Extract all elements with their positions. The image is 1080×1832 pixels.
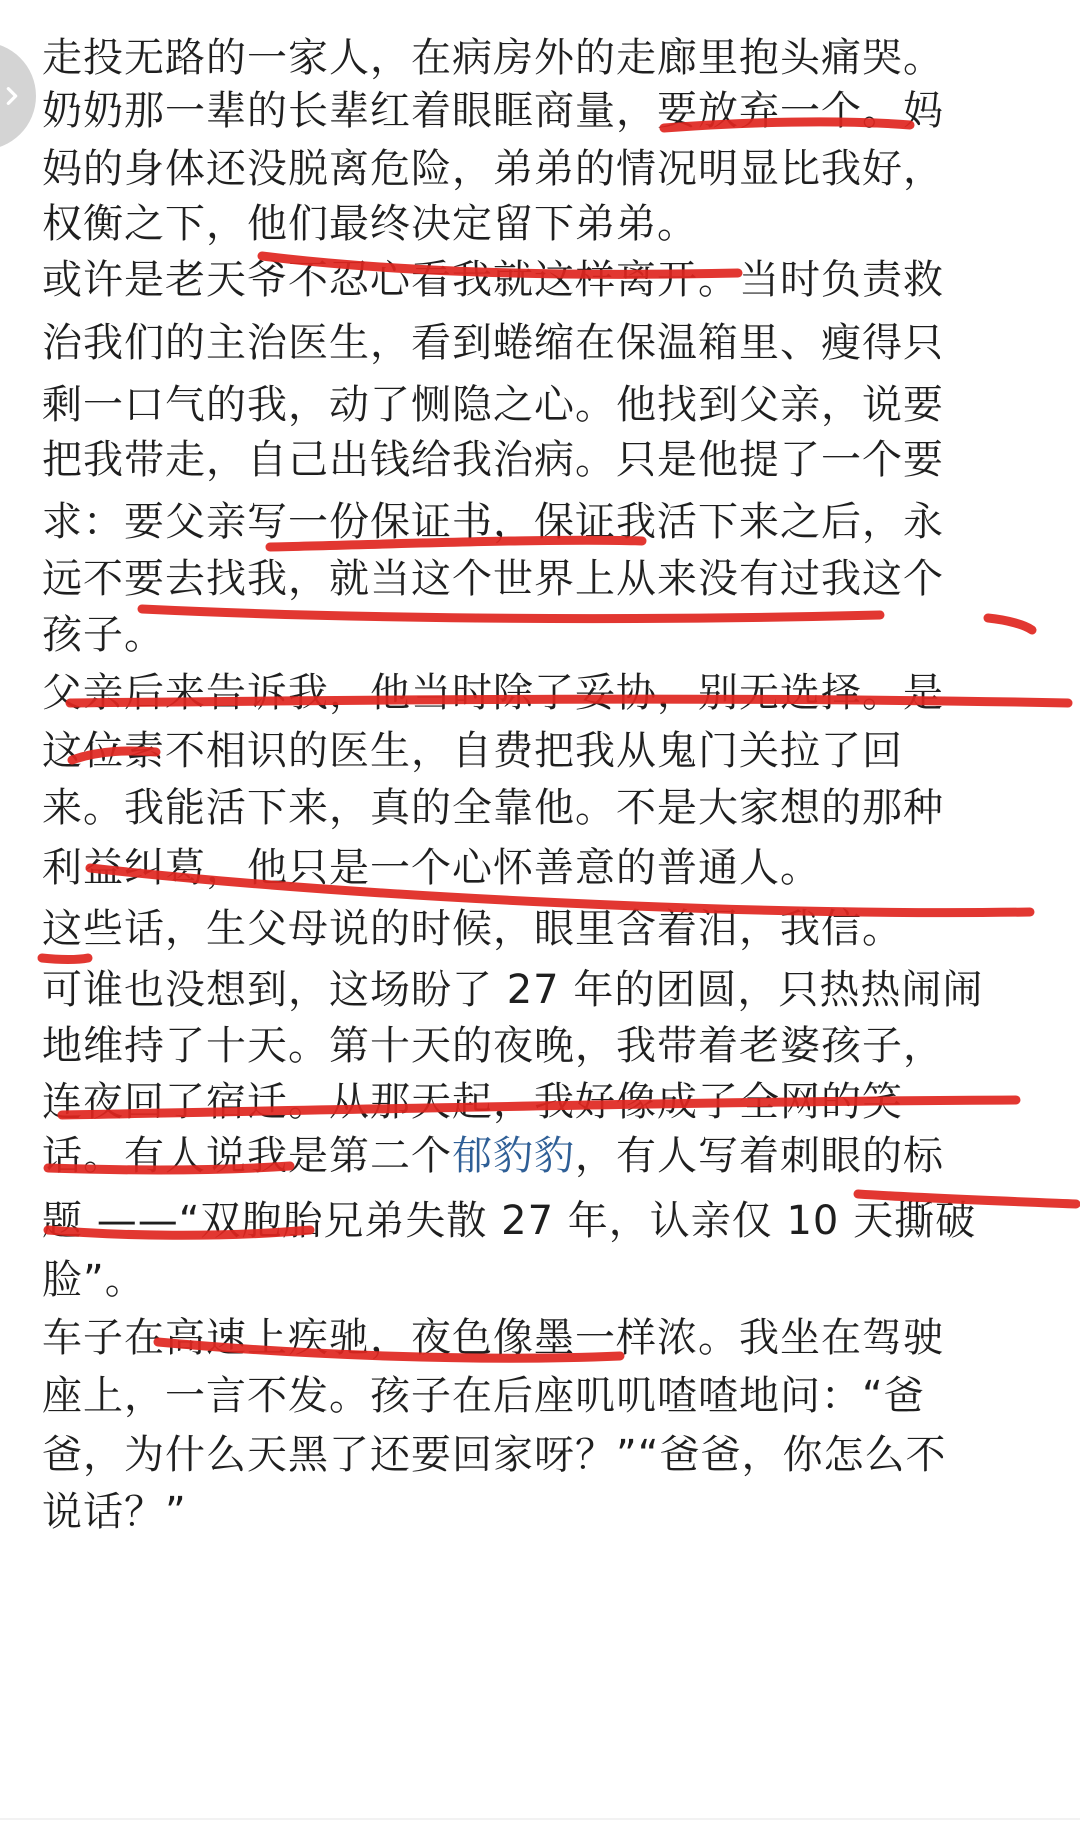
- text-line: 题 ——“双胞胎兄弟失散 27 年，认亲仅 10 天撕破: [42, 1198, 977, 1244]
- text-line: 座上，一言不发。孩子在后座叽叽喳喳地问：“爸: [42, 1373, 925, 1419]
- text-line: 孩子。: [42, 612, 165, 658]
- text-line: 脸”。: [42, 1257, 146, 1303]
- text-line: 说话？”: [42, 1489, 187, 1535]
- expand-handle[interactable]: [0, 42, 36, 150]
- text-line-with-link: [42, 1120, 944, 1192]
- text-line: 走投无路的一家人，在病房外的走廊里抱头痛哭。: [42, 35, 944, 81]
- underline-mark: [988, 618, 1032, 630]
- text-line: 利益纠葛，他只是一个心怀善意的普通人。: [42, 845, 821, 891]
- text-line: 把我带走，自己出钱给我治病。只是他提了一个要: [42, 437, 944, 483]
- text-line: 可谁也没想到，这场盼了 27 年的团圆，只热热闹闹: [42, 967, 984, 1013]
- text-segment: 话。有人说我是第二个: [42, 1133, 452, 1179]
- text-line: 奶奶那一辈的长辈红着眼眶商量，要放弃一个。妈: [42, 88, 944, 134]
- text-line: 或许是老天爷不忍心看我就这样离开。当时负责救: [42, 257, 944, 303]
- text-line: 求：要父亲写一份保证书，保证我活下来之后，永: [42, 499, 944, 545]
- text-segment: ，有人写着刺眼的标: [575, 1133, 944, 1179]
- chevron-right-icon: [1, 85, 23, 107]
- text-line: 父亲后来告诉我，他当时除了妥协，别无选择。是: [42, 670, 944, 716]
- text-line: 地维持了十天。第十天的夜晚，我带着老婆孩子，: [42, 1023, 944, 1069]
- text-line: 这位素不相识的医生，自费把我从鬼门关拉了回: [42, 728, 903, 774]
- text-line: 妈的身体还没脱离危险，弟弟的情况明显比我好，: [42, 146, 944, 192]
- text-line: 连夜回了宿迁。从那天起，我好像成了全网的笑: [42, 1079, 903, 1125]
- text-line: 来。我能活下来，真的全靠他。不是大家想的那种: [42, 785, 944, 831]
- text-line: 剩一口气的我，动了恻隐之心。他找到父亲，说要: [42, 382, 944, 428]
- text-line: 车子在高速上疾驰，夜色像墨一样浓。我坐在驾驶: [42, 1315, 944, 1361]
- text-line: 远不要去找我，就当这个世界上从来没有过我这个: [42, 556, 944, 602]
- text-line: 爸，为什么天黑了还要回家呀？”“爸爸，你怎么不: [42, 1432, 947, 1478]
- page-bottom-divider: [0, 1818, 1080, 1820]
- person-link[interactable]: 郁豹豹: [452, 1133, 575, 1179]
- text-line: 这些话，生父母说的时候，眼里含着泪，我信。: [42, 906, 903, 952]
- text-line: 治我们的主治医生，看到蜷缩在保温箱里、瘦得只: [42, 320, 944, 366]
- text-line: 权衡之下，他们最终决定留下弟弟。: [42, 201, 698, 247]
